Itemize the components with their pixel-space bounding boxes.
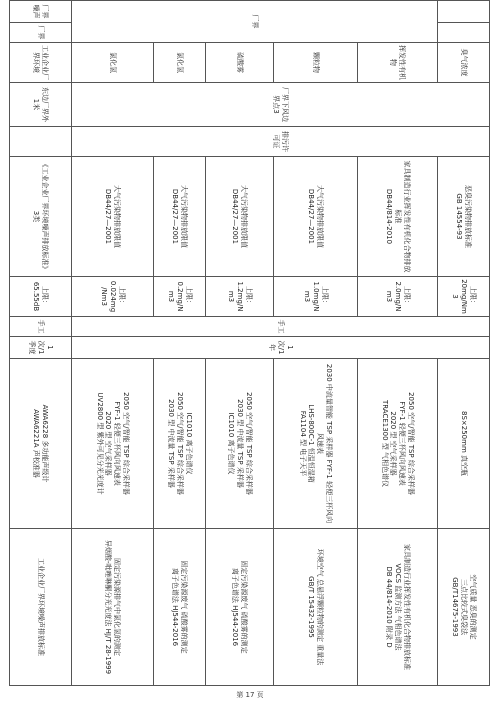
cell-standard: 大气污染物排放限值 DB44/27—2001: [72, 157, 154, 277]
cell-item: 工业企业厂界环境: [10, 43, 72, 83]
cell-limit: 上限： 0.2mg/N m3: [154, 277, 206, 317]
monitoring-table: [9, 0, 490, 686]
cell-standard: 《工业企业厂界环境噪声排放标准》3类: [10, 157, 72, 277]
cell-instrument: 8S×250mm 真空瓶: [438, 359, 490, 529]
cell-group: 厂界: [72, 1, 438, 43]
cell-instrument: 2050 空气/智能 TSP 综合采样器 FYF-1 轻便三杯风向风速表 2020 型 空气采样器 UV2800 型 紫外可见分光光度计: [72, 359, 154, 529]
cell-limit: 上限： 65.55dB: [10, 277, 72, 317]
cell-instrument: AWA6228 多功能声级计 AWA6221A 声校准器: [10, 359, 72, 529]
page-number: 第 17 页: [236, 691, 264, 699]
rotated-table-wrapper: [10, 0, 490, 685]
cell-limit: 上限： 1.0mg/N m3: [274, 277, 358, 317]
cell-item: 氯化氢: [72, 43, 154, 83]
cell-item: 挥发性有机物: [358, 43, 438, 83]
cell-method-std: 空气质量 恶臭的测定 三点比较式臭袋法 GB/T14675-1993: [438, 529, 490, 686]
cell-freq: 1次/1季度: [10, 337, 72, 359]
cell-instrument: 2050 空气/智能 TSP 综合采样器 2030 型 中流量 TSP 采样器 IC1010 离子色谱仪: [206, 359, 274, 529]
cell-instrument: 2030 中流量智能 TSP 采样器 FYF-1 轻便三杯风向风速表 LHS-800C-1 恒温恒湿箱 FA1104 型 电子天平: [274, 359, 358, 529]
cell-method-std: 固定污染源废气 硫酸雾的测定 离子色谱法 HJ544-2016: [206, 529, 274, 686]
cell-group: [438, 23, 490, 43]
cell-method-std: 固定污染源排气中氯化氢的测定 异烟酸-吡唑啉酮分光光度法 HJ/T 28-1999: [72, 529, 154, 686]
cell-item: 颗粒物: [274, 43, 358, 83]
cell-method: 手工: [72, 317, 490, 337]
table-row: [10, 1, 72, 686]
cell-limit: 上限： 20mg/Nm 3: [438, 277, 490, 317]
cell-limit: 上限： 0.024mg /Nm3: [72, 277, 154, 317]
cell-instrument: 2050 空气/智能 TSP 综合采样器 FYF-1 轻便三杯风向风速表 2020 型 空气采样器 TRACE1300 型 气相色谱仪: [358, 359, 438, 529]
cell-standard: 大气污染物排放限值 DB44/27—2001: [154, 157, 206, 277]
cell-limit: 上限： 2.0mg/N m3: [358, 277, 438, 317]
cell-freq: 1次/1年: [72, 337, 490, 359]
scanned-page: [10, 0, 490, 685]
cell-point: 厂界下风边界点3: [72, 83, 490, 127]
cell-instrument: IC1010 离子色谱仪 2050 空气/智能 TSP 综合采样器 2030 型 中流量 TSP 采样器: [154, 359, 206, 529]
cell-item: 硫酸雾: [206, 43, 274, 83]
cell-group: [438, 1, 490, 23]
cell-limit: 上限： 1.2mg/N m3: [206, 277, 274, 317]
cell-standard: 家具制造行业挥发性有机化合物排放标准 DB44/814-2010: [358, 157, 438, 277]
cell-standard: 恶臭污染物排放标准 GB 14554-93: [438, 157, 490, 277]
cell-parameter: [10, 127, 72, 157]
cell-method-std: 工业企业厂界环境噪声排放标准: [10, 529, 72, 686]
cell-item: 氯化氢: [154, 43, 206, 83]
cell-method-std: 固定污染源废气 硫酸雾的测定 离子色谱法 HJ544-2016: [154, 529, 206, 686]
table-row: [438, 1, 490, 686]
cell-method-std: 家具制造行业挥发性有机化合物排放标准 VOCS 监测方法 气相色谱法 DB 44/814-2010 附录 D: [358, 529, 438, 686]
cell-point: 东边厂界外1米: [10, 83, 72, 127]
cell-standard: 大气污染物排放限值 DB44/27—2001: [206, 157, 274, 277]
cell-standard: 大气污染物排放限值 DB44/27—2001: [274, 157, 358, 277]
cell-parameter: 排污许可证: [72, 127, 490, 157]
cell-item: 臭气浓度: [438, 43, 490, 83]
cell-method-std: 环境空气 总悬浮颗粒物的测定 重量法 GB/T 15432-1995: [274, 529, 358, 686]
cell-method: 手工: [10, 317, 72, 337]
cell-group: 厂界: [10, 23, 72, 43]
cell-group: 厂界噪声: [10, 1, 72, 23]
